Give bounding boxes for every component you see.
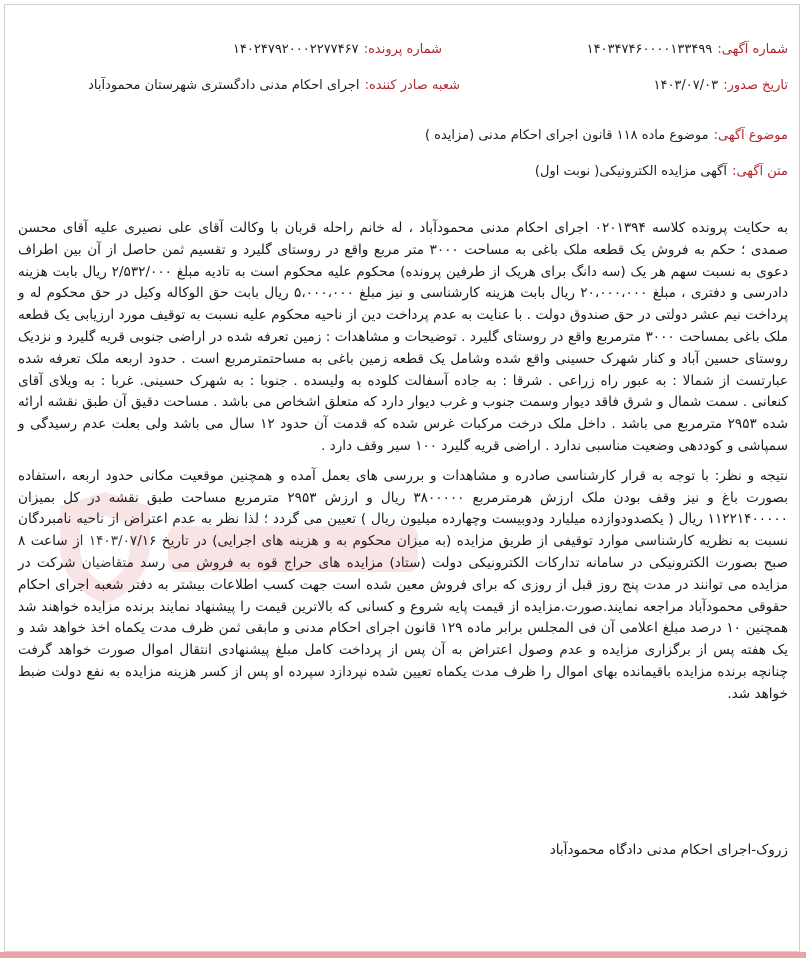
subject-value: موضوع ماده ۱۱۸ قانون اجرای احکام مدنی (مزایده ) bbox=[424, 128, 709, 143]
body-paragraph-1: به حکایت پرونده کلاسه ۰۲۰۱۳۹۴ اجرای احکام مدنی محمودآباد ، له خانم راحله قربان با وکالت آقای علی نصیری علیه آقای محسن صمدی ؛ حکم به فروش یک قطعه ملک باغی به مساحت ۳۰۰۰ متر مربع واقع در روستای گلیرد و تقسیم ثمن حاصل از آن بین اطراف دعوی به نسبت سهم هر یک (سه دانگ برای هریک از طرفین پرونده) محکوم علیه محکوم است به تادیه مبلغ ۲/۵۳۲/۰۰۰ ریال بابت هزینه دادرسی و دفتری ، مبلغ ۲۰،۰۰۰،۰۰۰ ریال بابت هزینه کارشناسی و نیز مبلغ ۵،۰۰۰،۰۰۰ ریال بابت حق الوکاله وکیل در حق محکوم له و پرداخت نیم عشر دولتی در حق صندوق دولت . با عنایت به عدم پرداخت دین از ناحیه محکوم علیه نسبت به توقیف مورد ارزیابی یک قطعه ملک باغی بمساحت ۳۰۰۰ مترمربع واقع در روستای گلیرد . توضیحات و مشاهدات : زمین تعرفه شده در اراضی جنوبی قریه گلیرد و نزدیک روستای حسین آباد و کنار شهرک حسینی واقع شده وشامل یک قطعه زمین باغی به مساحتمترمربع است . حدود اربعه ملک تعرفه شده عبارتست از شمالا : به عبور راه زراعی . شرقا : به جاده آسفالت کلوده به ولیسده . جنوبا : به شهرک حسینی. غربا : به ویلای آقای کنعانی . سمت شمال و شرق فاقد دیوار وسمت جنوب و غرب دیوار دارد که متعلق اشخاص می باشد . مساحت دقیق آن طبق نقشه ارائه شده ۲۹۵۳ مترمربع می باشد . داخل ملک درخت مرکبات غرس شده که قدمت آن حدود ۱۲ سال می باشد ولی بعلت عدم رسیدگی و سمپاشی و کوددهی وضعیت مناسبی ندارد . اراضی قریه گلیرد ۱۰۰ سیر وقف دارد . bbox=[18, 220, 789, 454]
text-label: متن آگهی: bbox=[732, 164, 788, 179]
body-paragraph-2: نتیجه و نظر: با توجه به قرار کارشناسی صادره و مشاهدات و بررسی های بعمل آمده و همچنین موقعیت مکانی حدود اربعه ،استفاده بصورت باغ و نیز وقف بودن ملک ارزش هرمترمربع ۳۸۰۰۰۰۰ ریال و ارزش ۲۹۵۳ مترمربع مساحت طبق نقشه در کل بمیزان ۱۱۲۲۱۴۰۰۰۰۰ ریال ( یکصدودوازده میلیارد ودوبیست وچهارده میلیون ریال ) تعیین می گردد ؛ لذا نظر به عدم اعتراض از ناحیه نامبردگان نسبت به نظریه کارشناسی موارد توقیفی از طریق مزایده (به میزان محکوم به و هزینه های اجرایی) در تاریخ ۱۴۰۳/۰۷/۱۶ از ساعت ۸ صبح بصورت الکترونیکی در سامانه تدارکات الکترونیکی دولت (ستاد) مزایده های حراج قوه به فروش می رسد متقاضیان شرکت در مزایده می توانند در مدت پنج روز قبل از روزی که برای فروش معین شده است جهت کسب اطلاعات بیشتر به دفتر شعبه اجرای احکام حقوقی محمودآباد مراجعه نمایند.صورت.مزایده از قیمت پایه شروع و کسانی که بالاترین قیمت را پیشنهاد نمایند برنده مزایده خواهند شد همچنین ۱۰ درصد مبلغ اعلامی آن فی المجلس برابر ماده ۱۲۹ قانون اجرای احکام مدنی و مابقی ثمن ظرف مدت یکماه اخذ خواهد شد و یک هفته پس از برگزاری مزایده و عدم وصول اعتراض به آن پس از پرداخت کامل مبلغ پیشنهادی انتقال اموال صورت خواهد گرفت چنانچه برنده مزایده باقیمانده بهای اموال را ظرف مدت یکماه تعیین شده نپردازد سپرده او پس از کسر هزینه مزایده به نفع دولت ضبط خواهد شد. bbox=[18, 467, 788, 702]
case-number-label: شماره پرونده: bbox=[363, 42, 442, 57]
issue-date-value: ۱۴۰۳/۰۷/۰۳ bbox=[653, 78, 719, 93]
case-number-value: ۱۴۰۲۴۷۹۲۰۰۰۲۲۷۷۴۶۷ bbox=[232, 42, 359, 57]
issue-date-label: تاریخ صدور: bbox=[723, 78, 788, 93]
notice-number bbox=[587, 38, 788, 57]
issuing-branch bbox=[88, 74, 460, 93]
issue-date bbox=[653, 74, 788, 93]
notice-number-value: ۱۴۰۳۴۷۴۶۰۰۰۰۱۳۳۴۹۹ bbox=[586, 42, 713, 57]
notice-body bbox=[18, 218, 788, 706]
text-title-value: آگهی مزایده الکترونیکی( نوبت اول) bbox=[534, 164, 727, 179]
notice-number-label: شماره آگهی: bbox=[717, 42, 788, 57]
subject-label: موضوع آگهی: bbox=[713, 128, 788, 143]
notice-subject bbox=[425, 124, 788, 143]
bottom-accent-bar bbox=[0, 952, 806, 958]
notice-text-title bbox=[535, 160, 788, 179]
issuing-branch-label: شعبه صادر کننده: bbox=[364, 78, 460, 93]
issuing-branch-value: اجرای احکام مدنی دادگستری شهرستان محمودآباد bbox=[88, 78, 360, 93]
case-number bbox=[233, 38, 442, 57]
signature: زروک-اجرای احکام مدنی دادگاه محمودآباد bbox=[549, 842, 788, 858]
